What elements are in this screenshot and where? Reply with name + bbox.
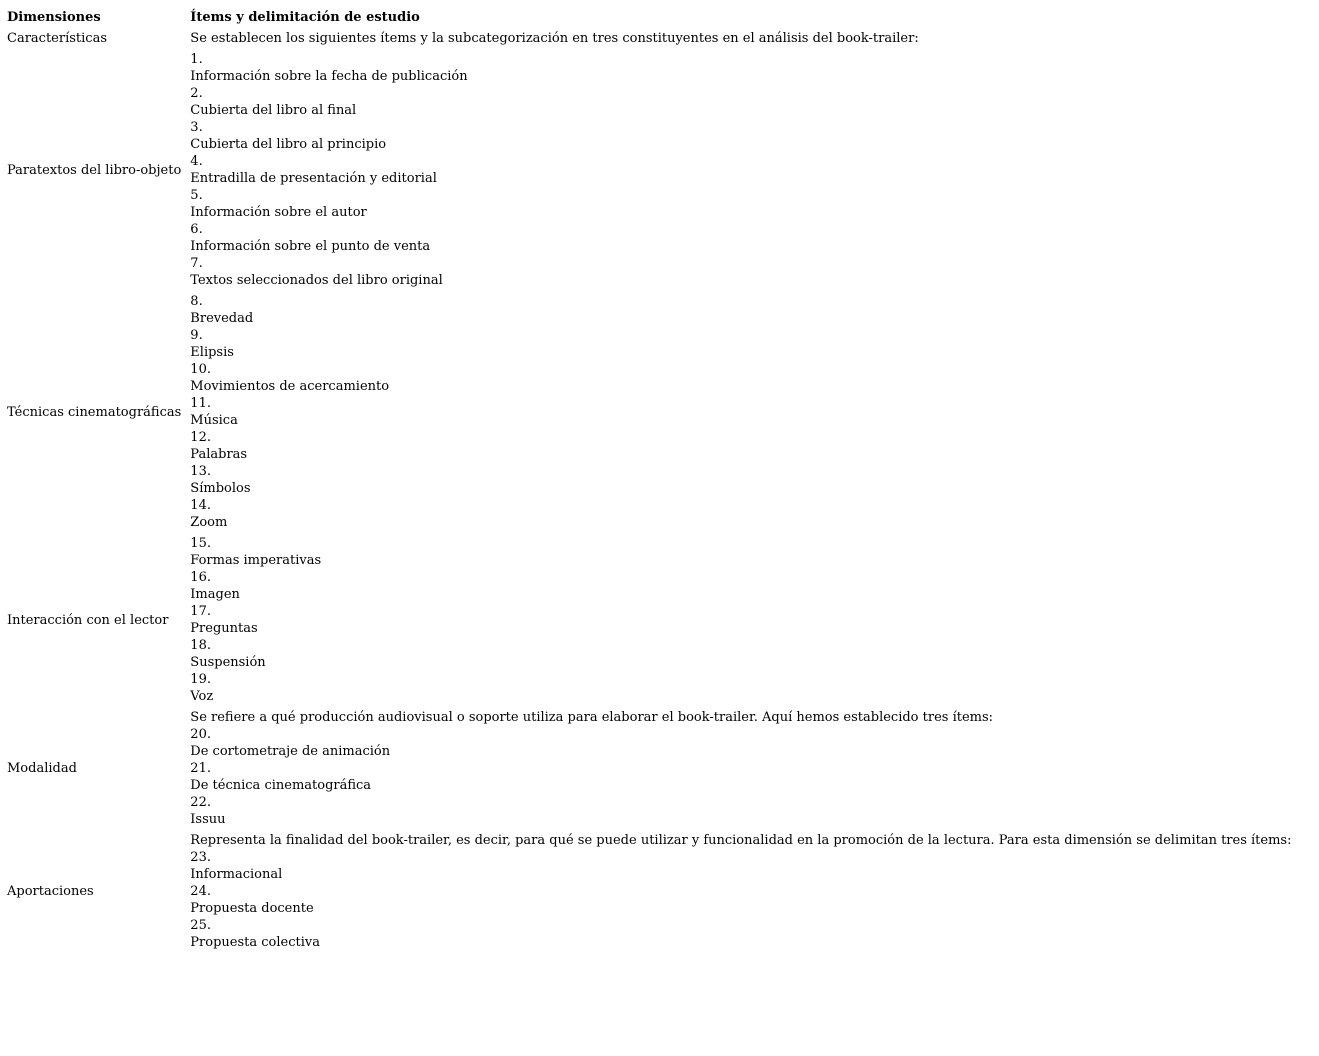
item-text: Informacional (190, 867, 283, 882)
item-number: 16. (190, 570, 211, 585)
item-number: 15. (190, 536, 211, 551)
item-text: De técnica cinematográfica (190, 778, 372, 793)
table-row (7, 29, 1298, 48)
item-text: Suspensión (190, 655, 266, 670)
item-text: Información sobre el punto de venta (190, 239, 431, 254)
item-number: 14. (190, 498, 211, 513)
item-number: 21. (190, 761, 211, 776)
dimension-cell: Técnicas cinematográficas (7, 404, 182, 420)
item-number: 6. (190, 222, 203, 237)
table-row (7, 50, 1298, 290)
item-number: 22. (190, 795, 211, 810)
item-text: Cubierta del libro al final (190, 103, 357, 118)
item-text: Textos seleccionados del libro original (190, 273, 443, 288)
item-number: 10. (190, 362, 211, 377)
items-cell (190, 534, 1298, 706)
item-text: Preguntas (190, 621, 258, 636)
items-cell (190, 29, 1298, 48)
items-cell (190, 831, 1298, 952)
header-row (7, 8, 1298, 27)
item-text: Brevedad (190, 311, 254, 326)
item-number: 18. (190, 638, 211, 653)
item-number: 23. (190, 850, 211, 865)
item-number: 20. (190, 727, 211, 742)
item-number: 25. (190, 918, 211, 933)
dimension-intro-text: Se refiere a qué producción audiovisual o soporte utiliza para elaborar el book-trailer. Aquí hemos establecido tres ítems: (190, 710, 994, 725)
item-text: De cortometraje de animación (190, 744, 391, 759)
item-number: 11. (190, 396, 211, 411)
dimension-cell: Características (7, 31, 107, 46)
item-text: Música (190, 413, 238, 428)
table-row (7, 292, 1298, 532)
item-number: 4. (190, 154, 203, 169)
item-number: 24. (190, 884, 211, 899)
item-text: Símbolos (190, 481, 251, 496)
dimension-intro-text: Representa la finalidad del book-trailer, es decir, para qué se puede utilizar y funcionalidad en la promoción de la lectura. Para esta dimensión se delimitan tres ítems: (190, 833, 1292, 848)
dimension-cell: Aportaciones (7, 884, 94, 899)
item-text: Zoom (190, 515, 228, 530)
item-text: Información sobre la fecha de publicación (190, 69, 468, 84)
item-number: 8. (190, 294, 203, 309)
item-number: 2. (190, 86, 203, 101)
table-header (7, 8, 1298, 27)
table-row (7, 534, 1298, 706)
header-dimensiones: Dimensiones (7, 10, 101, 25)
item-number: 12. (190, 430, 211, 445)
table-body (7, 29, 1298, 952)
items-cell (190, 50, 1298, 290)
item-text: Propuesta docente (190, 901, 314, 916)
item-text: Movimientos de acercamiento (190, 379, 390, 394)
item-text: Información sobre el autor (190, 205, 367, 220)
item-text: Propuesta colectiva (190, 935, 320, 950)
item-text: Cubierta del libro al principio (190, 137, 387, 152)
item-number: 9. (190, 328, 203, 343)
item-text: Voz (190, 689, 214, 704)
items-cell (190, 708, 1298, 829)
item-number: 19. (190, 672, 211, 687)
item-text: Imagen (190, 587, 240, 602)
items-cell (190, 292, 1298, 532)
item-text: Formas imperativas (190, 553, 322, 568)
dimension-intro-text: Se establecen los siguientes ítems y la subcategorización en tres constituyentes en el análisis del book-trailer: (190, 31, 919, 46)
item-number: 3. (190, 120, 203, 135)
item-text: Issuu (190, 812, 226, 827)
item-number: 17. (190, 604, 211, 619)
table-row (7, 831, 1298, 952)
item-number: 13. (190, 464, 211, 479)
dimension-cell: Modalidad (7, 761, 77, 776)
dimension-cell: Paratextos del libro-objeto (7, 162, 182, 178)
header-items: Ítems y delimitación de estudio (190, 10, 420, 25)
item-text: Elipsis (190, 345, 234, 360)
item-number: 7. (190, 256, 203, 271)
dimensions-table (5, 6, 1300, 954)
item-text: Palabras (190, 447, 248, 462)
item-number: 1. (190, 52, 203, 67)
item-text: Entradilla de presentación y editorial (190, 171, 437, 186)
table-row (7, 708, 1298, 829)
dimension-cell: Interacción con el lector (7, 612, 169, 628)
item-number: 5. (190, 188, 203, 203)
